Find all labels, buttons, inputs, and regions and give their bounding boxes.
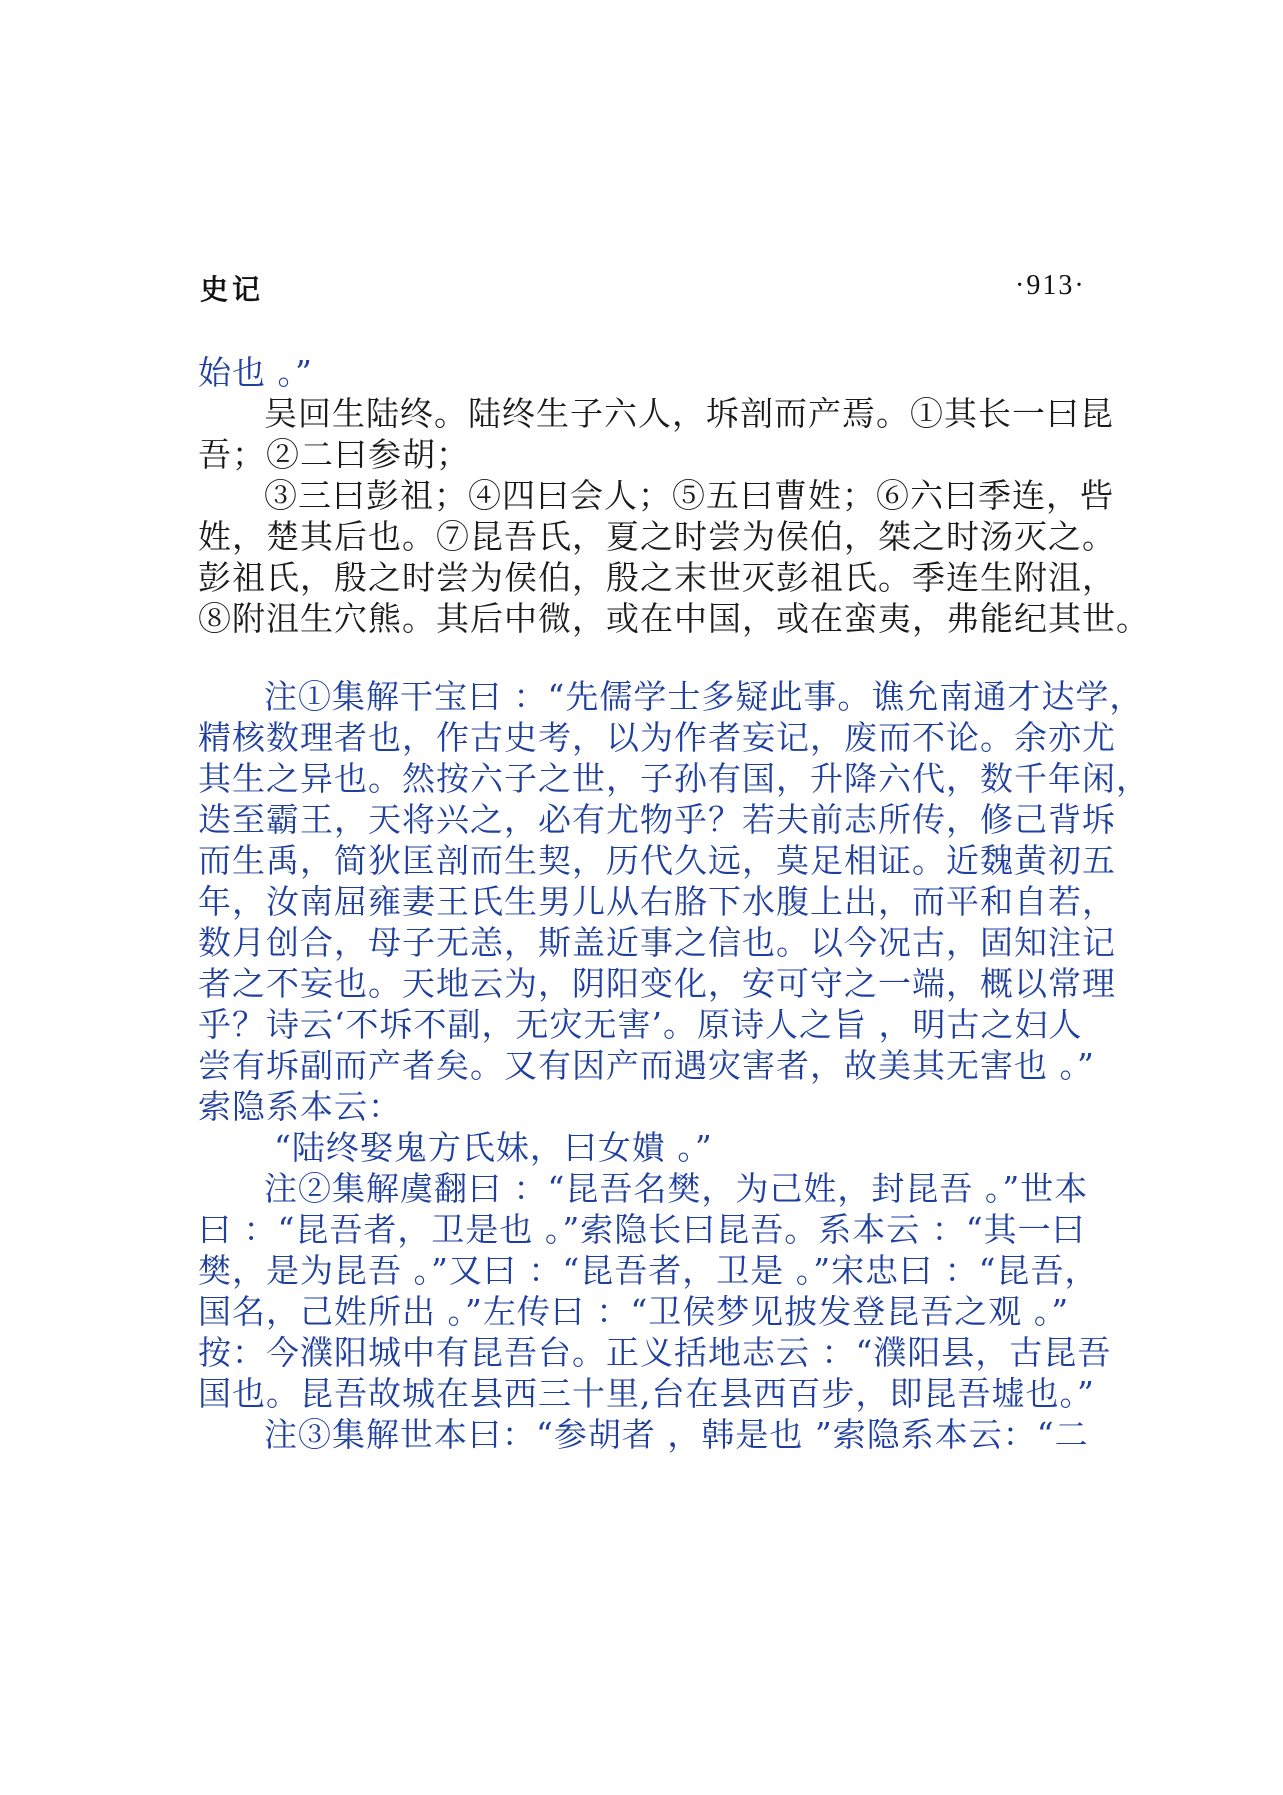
note-line: 按：今濮阳城中有昆吾台。正义括地志云 ：“濮阳县，古昆吾 <box>198 1333 1112 1372</box>
note-line: 年，汝南屈雍妻王氏生男儿从右胳下水腹上出，而平和自若， <box>198 882 1116 921</box>
text-line: 姓，楚其后也。⑦昆吾氏，夏之时尝为侯伯，桀之时汤灭之。 <box>198 517 1116 556</box>
note-line: 而生禹，简狄匡剖而生契，历代久远，莫足相证。近魏黄初五 <box>198 841 1116 880</box>
note-line: 注①集解干宝曰 ：“先儒学士多疑此事。谯允南通才达学， <box>264 677 1144 716</box>
note-line: 者之不妄也。天地云为，阴阳变化，安可守之一端，概以常理 <box>198 964 1116 1003</box>
note-line: 迭至霸王，天将兴之，必有尤物乎？若夫前志所传，修己背坼 <box>198 800 1116 839</box>
note-line: 国名，己姓所出 。”左传曰 ：“卫侯梦见披发登昆吾之观 。” <box>198 1292 1070 1331</box>
note-line: 注③集解世本曰：“参胡者 ，韩是也 ”索隐系本云：“二 <box>264 1415 1089 1454</box>
note-line: 索隐系本云： <box>198 1087 402 1126</box>
text-line: 彭祖氏，殷之时尝为侯伯，殷之末世灭彭祖氏。季连生附沮， <box>198 558 1116 597</box>
page-number: ·913· <box>1015 270 1086 301</box>
note-line: 曰 ：“昆吾者，卫是也 。”索隐长曰昆吾。系本云 ：“其一曰 <box>198 1210 1086 1249</box>
text-line: ③三曰彭祖；④四曰会人；⑤五曰曹姓；⑥六曰季连，呰 <box>264 476 1114 515</box>
note-line: 国也。昆吾故城在县西三十里,台在县西百步，即昆吾墟也。” <box>198 1374 1095 1413</box>
page-body <box>198 352 1150 1455</box>
text-line: 吾；②二曰参胡； <box>198 435 470 474</box>
text-line: 始也 。” <box>198 353 313 392</box>
note-line: 数月创合，母子无恙，斯盖近事之信也。以今况古，固知注记 <box>198 923 1116 962</box>
note-line: 乎？诗云‘不坼不副，无灾无害’。原诗人之旨 ，明古之妇人 <box>198 1005 1083 1044</box>
note-line: 注②集解虞翻曰 ：“昆吾名樊，为己姓，封昆吾 。”世本 <box>264 1169 1089 1208</box>
note-line: 精核数理者也，作古史考，以为作者妄记，废而不论。余亦尤 <box>198 718 1116 757</box>
paragraph-gap <box>198 639 1118 676</box>
note-line: “陆终娶鬼方氏妹，曰女嬇 。” <box>274 1128 713 1167</box>
running-header-title: 史记 <box>200 273 265 306</box>
note-line: 其生之异也。然按六子之世，子孙有国，升降六代，数千年闲， <box>198 759 1150 798</box>
text-line: ⑧附沮生穴熊。其后中微，或在中国，或在蛮夷，弗能纪其世。 <box>198 599 1150 638</box>
text-line: 吴回生陆终。陆终生子六人，坼剖而产焉。①其长一曰昆 <box>264 394 1114 433</box>
note-line: 尝有坼副而产者矣。又有因产而遇灾害者，故美其无害也 。” <box>198 1046 1095 1085</box>
note-line: 樊，是为昆吾 。”又曰 ：“昆吾者，卫是 。”宋忠曰 ：“昆吾， <box>198 1251 1099 1290</box>
